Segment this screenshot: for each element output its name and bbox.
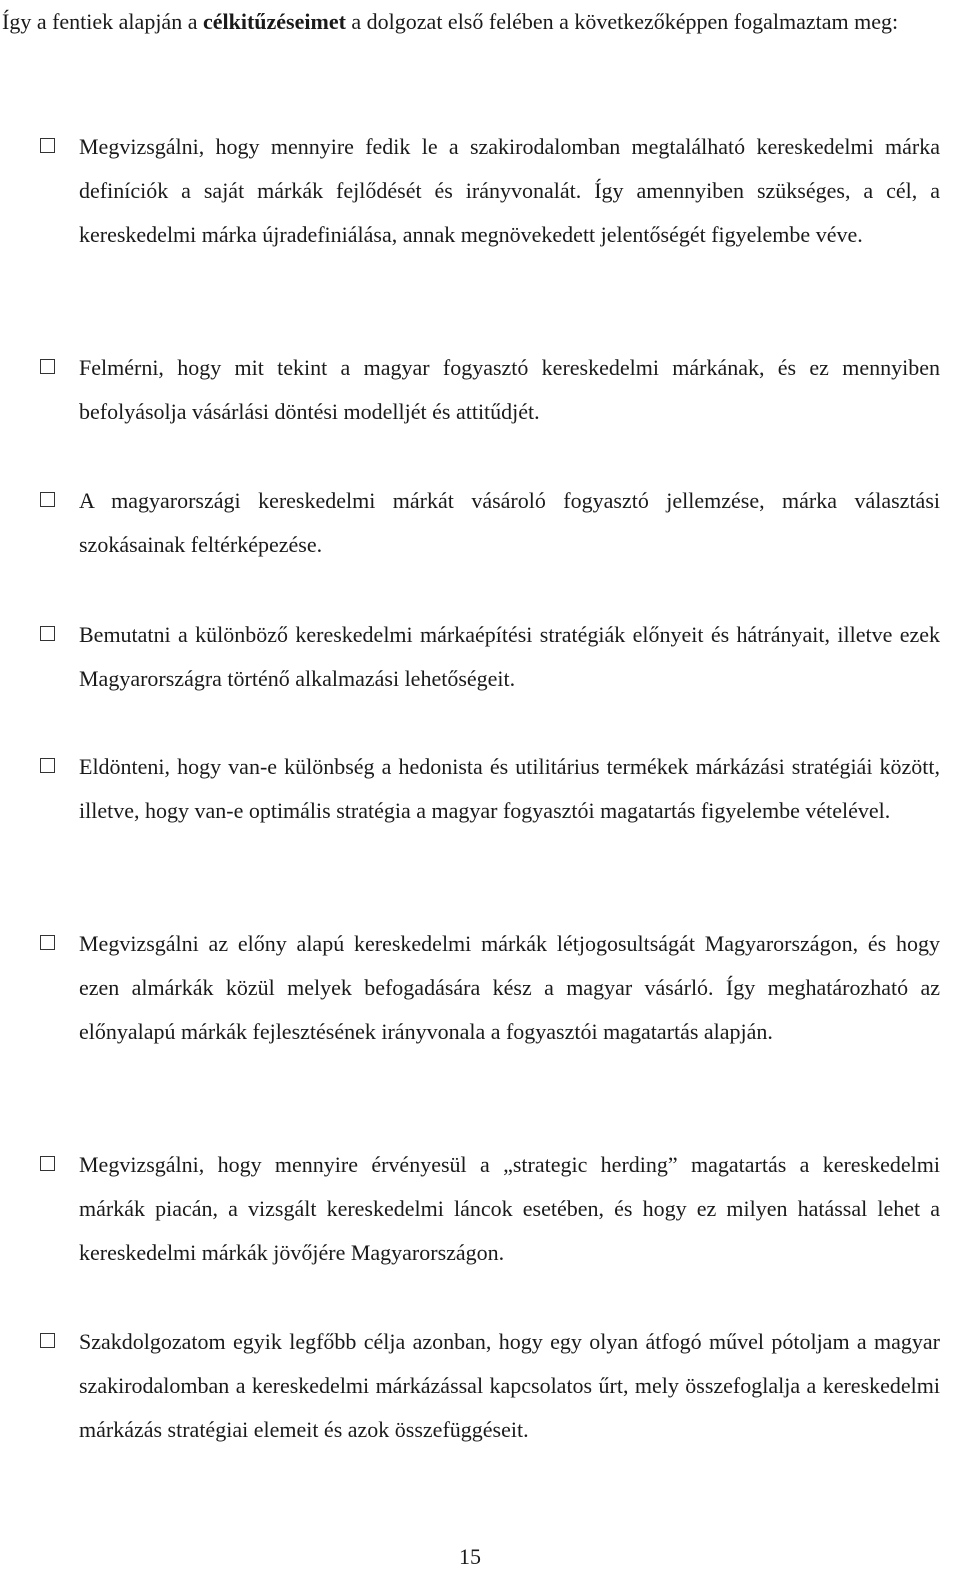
objective-text: A magyarországi kereskedelmi márkát vásároló fogyasztó jellemzése, márka választási szokásainak feltérképezése. — [79, 488, 940, 557]
checkbox-bullet-icon — [40, 935, 55, 950]
checkbox-bullet-icon — [40, 138, 55, 153]
checkbox-bullet-icon — [40, 626, 55, 641]
objective-text: Bemutatni a különböző kereskedelmi márkaépítési stratégiák előnyeit és hátrányait, illetve ezek Magyarországra történő alkalmazási lehetőségeit. — [79, 622, 940, 691]
objective-text: Eldönteni, hogy van-e különbség a hedonista és utilitárius termékek márkázási stratégiái között, illetve, hogy van-e optimális stratégia a magyar fogyasztói magatartás figyelembe vételével. — [79, 754, 940, 823]
checkbox-bullet-icon — [40, 492, 55, 507]
objective-text: Megvizsgálni, hogy mennyire fedik le a szakirodalomban megtalálható kereskedelmi márka definíciók a saját márkák fejlődését és irányvonalát. Így amennyiben szükséges, a cél, a kereskedelmi márka újradefiniálása, annak megnövekedett jelentőségét figyelembe véve. — [79, 134, 940, 247]
objective-text: Megvizsgálni az előny alapú kereskedelmi márkák létjogosultságát Magyarországon, és hogy ezen almárkák közül melyek befogadására kész a magyar vásárló. Így meghatározható az előnyalapú márkák fejlesztésének irányvonala a fogyasztói magatartás alapján. — [79, 931, 940, 1044]
objective-text: Szakdolgozatom egyik legfőbb célja azonban, hogy egy olyan átfogó művel pótoljam a magyar szakirodalomban a kereskedelmi márkázással kapcsolatos űrt, mely összefoglalja a kereskedelmi márkázás stratégiai elemeit és azok összefüggéseit. — [79, 1329, 940, 1442]
intro-bold-term: célkitűzéseimet — [202, 9, 346, 34]
checkbox-bullet-icon — [40, 1156, 55, 1171]
objective-text: Megvizsgálni, hogy mennyire érvényesül a „strategic herding” magatartás a kereskedelmi márkák piacán, a vizsgált kereskedelmi láncok esetében, és hogy ez milyen hatással lehet a kereskedelmi márkák jövőjére Magyarországon. — [79, 1152, 940, 1265]
page-number: 15 — [459, 1544, 481, 1569]
intro-text-before: Így a fentiek alapján a — [2, 9, 203, 34]
intro-text-after: a dolgozat első felében a következőképpen fogalmaztam meg: — [345, 9, 899, 34]
checkbox-bullet-icon — [40, 359, 55, 374]
objective-text: Felmérni, hogy mit tekint a magyar fogyasztó kereskedelmi márkának, és ez mennyiben befolyásolja vásárlási döntési modelljét és attitűdjét. — [79, 355, 940, 424]
intro-paragraph — [2, 0, 940, 44]
checkbox-bullet-icon — [40, 758, 55, 773]
checkbox-bullet-icon — [40, 1333, 55, 1348]
